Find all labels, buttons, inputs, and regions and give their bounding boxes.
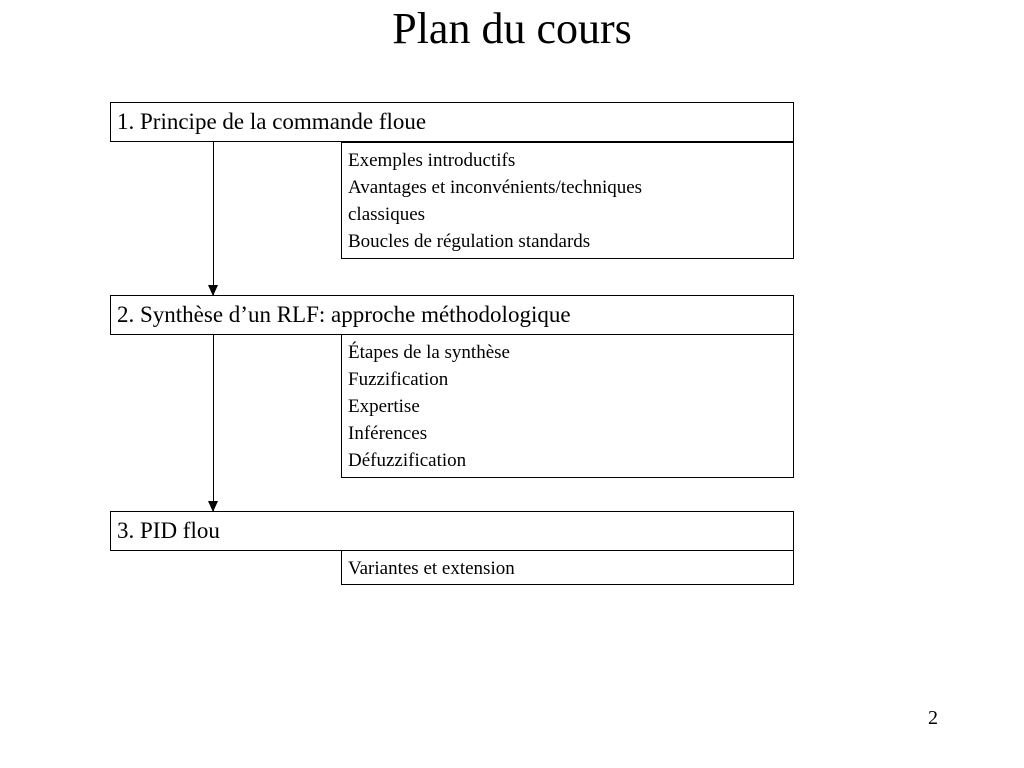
page-title: Plan du cours xyxy=(392,4,632,53)
section-2-heading: 2. Synthèse d’un RLF: approche méthodologique xyxy=(110,295,794,335)
section-3-heading: 3. PID flou xyxy=(110,511,794,551)
section-1-item: Exemples introductifs xyxy=(348,150,516,171)
section-1-heading: 1. Principe de la commande floue xyxy=(110,102,794,142)
section-2-item: Expertise xyxy=(348,396,420,417)
section-2-item: Fuzzification xyxy=(348,369,449,390)
section-1-item: classiques xyxy=(348,204,426,225)
flow-arrow-2-to-3 xyxy=(213,334,214,511)
section-1-details xyxy=(341,142,794,259)
section-1-item: Boucles de régulation standards xyxy=(348,231,591,252)
section-2-details xyxy=(341,334,794,478)
section-3-item: Variantes et extension xyxy=(348,558,515,579)
page-number: 2 xyxy=(928,707,938,729)
section-2-item: Défuzzification xyxy=(348,450,467,471)
section-2-item: Inférences xyxy=(348,423,428,444)
section-1-item: Avantages et inconvénients/techniques xyxy=(348,177,643,198)
section-3-details xyxy=(341,550,794,585)
section-2-item: Étapes de la synthèse xyxy=(348,342,510,363)
flow-arrow-1-to-2 xyxy=(213,142,214,295)
